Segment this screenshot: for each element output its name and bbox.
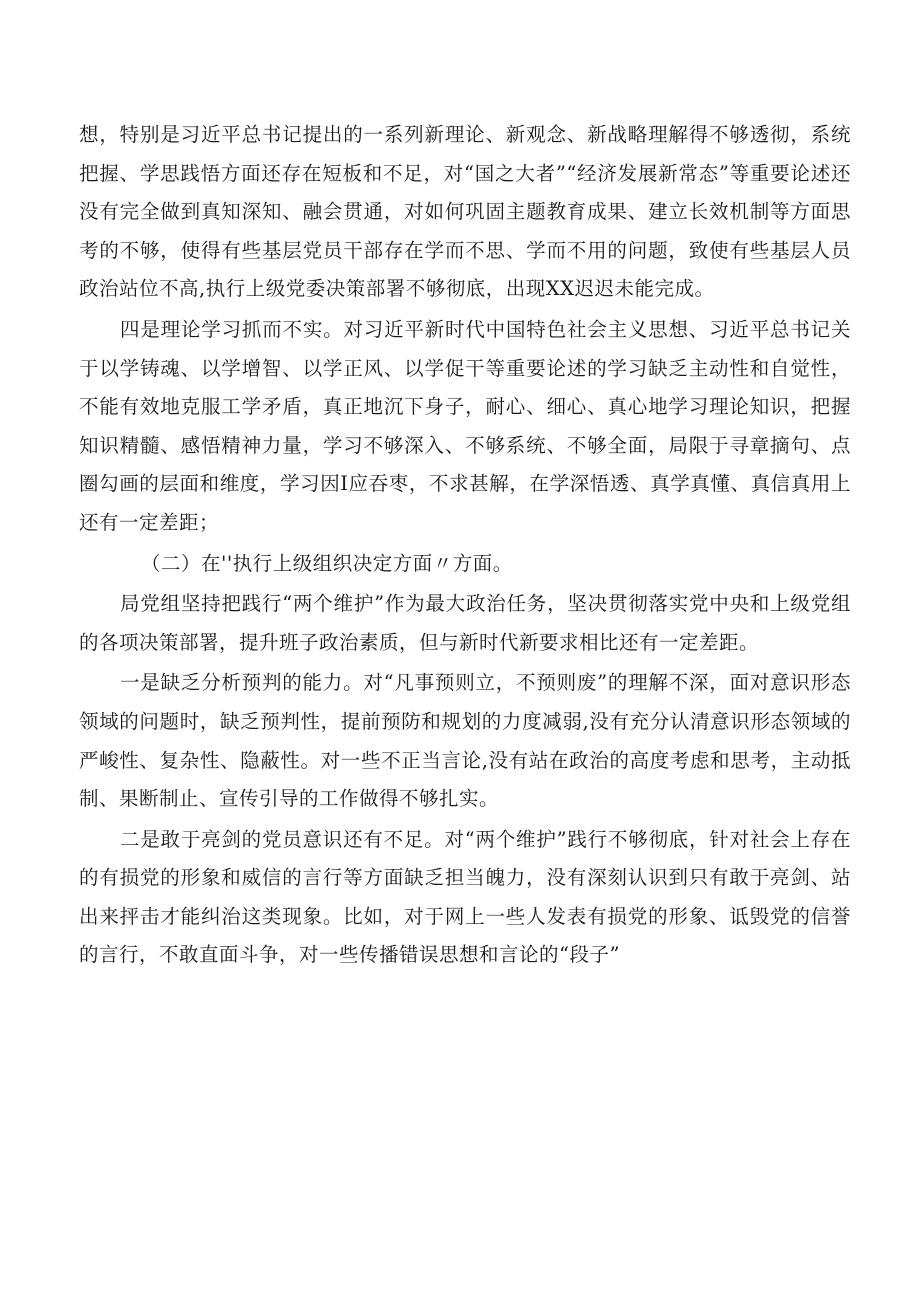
document-body [79,116,851,977]
paragraph-party-group: 局党组坚持把践行“两个维护”作为最大政治任务，坚决贯彻落实党中央和上级党组的各项决策部署，提升班子政治素质，但与新时代新要求相比还有一定差距。 [79,592,851,654]
paragraph-prediction-ability: 一是缺乏分析预判的能力。对“凡事预则立，不预则废”的理解不深，面对意识形态领域的问题时，缺乏预判性，提前预防和规划的力度减弱,没有充分认清意识形态领域的严峻性、复杂性、隐蔽性。对一些不正当言论,没有站在政治的高度考虑和思考，主动抵制、果断制止、宣传引导的工作做得不够扎实。 [79,671,851,811]
section-heading: （二）在''执行上级组织决定方面〃方面。 [141,551,513,575]
paragraph-continuation: 想，特别是习近平总书记提出的一系列新理论、新观念、新战略理解得不够透彻，系统把握、学思践悟方面还存在短板和不足，对“国之大者”“经济发展新常态”等重要论述还没有完全做到真知深知、融会贯通，对如何巩固主题教育成果、建立长效机制等方面思考的不够，使得有些基层党员干部存在学而不思、学而不用的问题，致使有些基层人员政治站位不高,执行上级党委决策部署不够彻底，出现XX迟迟未能完成。 [79,123,851,301]
paragraph-theory-study: 四是理论学习抓而不实。对习近平新时代中国特色社会主义思想、习近平总书记关于以学铸魂、以学增智、以学正风、以学促干等重要论述的学习缺乏主动性和自觉性，不能有效地克服工学矛盾，真正地沉下身子，耐心、细心、真心地学习理论知识，把握知识精髓、感悟精神力量，学习不够深入、不够系统、不够全面，局限于寻章摘句、点圈勾画的层面和维度，学习因I应吞枣，不求甚解，在学深悟透、真学真懂、真信真用上还有一定差距； [79,317,851,534]
paragraph-party-awareness: 二是敢于亮剑的党员意识还有不足。对“两个维护”践行不够彻底，针对社会上存在的有损党的形象和威信的言行等方面缺乏担当魄力，没有深刻认识到只有敢于亮剑、站出来抨击才能纠治这类现象。比如，对于网上一些人发表有损党的形象、诋毁党的信誉的言行，不敢直面斗争，对一些传播错误思想和言论的“段子” [79,827,851,967]
